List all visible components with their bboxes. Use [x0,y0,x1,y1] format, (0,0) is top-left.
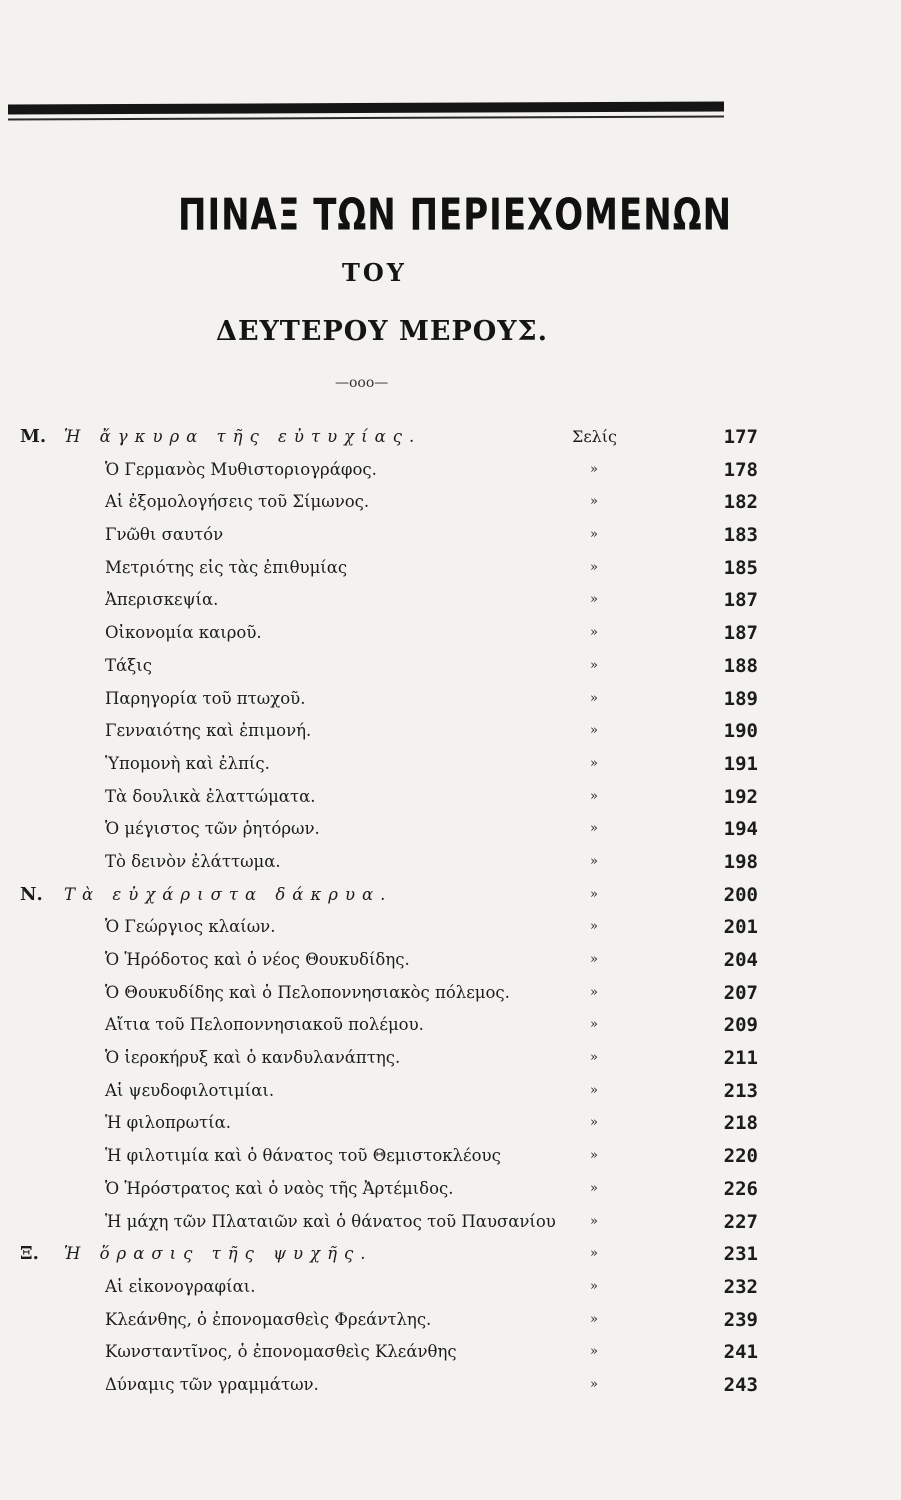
page-number: 218 [723,1112,758,1135]
entry-title: Ἡ φιλοτιμία καὶ ὁ θάνατος τοῦ Θεμιστοκλέους [105,1146,501,1166]
subtitle-part: ΔΕΥΤΕΡΟΥ ΜΕΡΟΥΣ. [216,316,549,347]
page-number: 190 [723,720,758,743]
toc-entry-row [0,1304,901,1337]
ditto-mark: » [590,1050,598,1066]
toc-entry-row [0,486,901,519]
page-number: 191 [723,752,758,775]
toc-entry-row [0,977,901,1010]
ditto-mark: » [590,1246,598,1262]
page-number: 243 [723,1373,758,1396]
entry-title: Ἀπερισκεψία. [105,590,219,610]
toc-entry-row [0,1107,901,1140]
ditto-mark: » [590,984,598,1000]
toc-entry-row [0,944,901,977]
ditto-mark: » [590,788,598,804]
entry-title: Αἱ ἐξομολογήσεις τοῦ Σίμωνος. [105,492,370,512]
top-rule-thick [8,101,724,114]
entry-title: Κλεάνθης, ὁ ἐπονομασθεὶς Φρεάντλης. [105,1309,432,1329]
ditto-mark: » [590,1017,598,1033]
entry-title: Δύναμις τῶν γραμμάτων. [105,1374,319,1394]
entry-title: Τὸ δεινὸν ἐλάττωμα. [105,851,281,871]
page-number: 194 [723,818,758,841]
entry-title: Ὑπομονὴ καὶ ἐλπίς. [105,753,270,773]
page-number: 209 [723,1014,758,1037]
ditto-mark: » [590,527,598,543]
toc-entry-row [0,1140,901,1173]
ditto-mark: » [590,592,598,608]
page-number: 200 [723,883,758,906]
ditto-mark: » [590,952,598,967]
subtitle-of: ΤΟΥ [342,258,407,287]
page-number: 211 [723,1047,758,1070]
entry-title: Μετριότης εἰς τὰς ἐπιθυμίας [105,557,348,577]
page-number: 232 [723,1275,758,1298]
ditto-mark: » [590,1213,598,1229]
section-letter: Ξ. [20,1243,39,1265]
toc-entry-row [0,584,901,617]
entry-title: Τάξις [105,655,152,675]
table-of-contents [0,421,901,1402]
toc-entry-row [0,748,901,781]
page-number: 183 [723,524,758,547]
toc-entry-row [0,1206,901,1239]
ditto-mark: » [590,625,598,641]
entry-title: Αἴτια τοῦ Πελοποννησιακοῦ πολέμου. [105,1015,424,1035]
separator-ornament: —οοο— [335,375,389,391]
entry-title: Γνῶθι σαυτόν [105,525,224,545]
top-rule-thin [8,115,724,120]
ditto-mark: » [590,1180,598,1196]
page-number: 220 [723,1145,758,1168]
toc-entry-row [0,813,901,846]
toc-section-row [0,879,901,912]
toc-entry-row [0,1369,901,1402]
ditto-mark: » [590,461,598,477]
ditto-mark: » [590,853,598,869]
page-number: 241 [723,1341,758,1364]
entry-title: Ὁ μέγιστος τῶν ῥητόρων. [105,819,320,839]
toc-section-row [0,1238,901,1271]
ditto-mark: » [590,755,598,771]
page-number: 187 [723,622,758,645]
toc-entry-row [0,1075,901,1108]
ditto-mark: » [590,1344,598,1360]
entry-title: Ὁ Θουκυδίδης καὶ ὁ Πελοποννησιακὸς πόλεμος. [105,982,510,1002]
page-number: 204 [723,949,758,971]
ditto-mark: » [590,1278,598,1294]
toc-entry-row [0,911,901,944]
page-number: 226 [723,1177,758,1200]
page-number: 187 [723,589,758,612]
toc-entry-row [0,1271,901,1304]
ditto-mark: » [590,723,598,739]
entry-title: Γενναιότης καὶ ἐπιμονή. [105,721,312,741]
entry-title: Ἡ μάχη τῶν Πλαταιῶν καὶ ὁ θάνατος τοῦ Παυσανίου [105,1211,556,1231]
entry-title: Ὁ ἱεροκήρυξ καὶ ὁ κανδυλανάπτης. [105,1048,401,1068]
entry-title: Τὰ εὐχάριστα δάκρυα. [64,884,393,904]
page-number: 177 [723,426,758,448]
toc-entry-row [0,846,901,879]
toc-entry-row [0,683,901,716]
page-number: 188 [723,654,758,677]
entry-title: Κωνσταντῖνος, ὁ ἐπονομασθεὶς Κλεάνθης [105,1342,457,1362]
section-letter: Μ. [20,426,47,447]
ditto-mark: » [590,919,598,935]
entry-title: Ὁ Γεώργιος κλαίων. [105,917,276,937]
section-letter: Ν. [20,883,43,905]
toc-entry-row [0,781,901,814]
entry-title: Ἡ ἄγκυρα τῆς εὐτυχίας. [64,427,422,446]
page-number: 185 [723,556,758,579]
page-label: Σελίς [572,427,617,446]
toc-entry-row [0,519,901,552]
toc-entry-row [0,1042,901,1075]
ditto-mark: » [590,1115,598,1131]
page-number: 213 [723,1079,758,1102]
page-number: 231 [723,1243,758,1266]
ditto-mark: » [590,657,598,673]
page-number: 207 [723,981,758,1004]
entry-title: Ἡ ὅρασις τῆς ψυχῆς. [64,1244,373,1264]
toc-entry-row [0,715,901,748]
ditto-mark: » [590,1311,598,1327]
page-number: 182 [723,491,758,514]
entry-title: Ὁ Γερμανὸς Μυθιστοριογράφος. [105,459,377,479]
toc-entry-row [0,552,901,585]
ditto-mark: » [590,559,598,575]
page-title: ΠΙΝΑΞ ΤΩΝ ΠΕΡΙΕΧΟΜΕΝΩΝ [178,190,733,242]
entry-title: Οἰκονομία καιροῦ. [105,623,262,643]
toc-entry-row [0,1336,901,1369]
toc-entry-row [0,1173,901,1206]
page-number: 201 [723,916,758,939]
ditto-mark: » [590,821,598,837]
ditto-mark: » [590,1082,598,1098]
toc-entry-row [0,1009,901,1042]
ditto-mark: » [590,690,598,706]
ditto-mark: » [590,1376,598,1392]
page-number: 239 [723,1308,758,1331]
entry-title: Παρηγορία τοῦ πτωχοῦ. [105,688,306,708]
toc-section-row [0,421,901,454]
toc-entry-row [0,650,901,683]
entry-title: Αἱ ψευδοφιλοτιμίαι. [105,1080,275,1100]
toc-entry-row [0,617,901,650]
page-number: 198 [723,850,758,873]
page-number: 178 [723,458,758,481]
toc-entry-row [0,454,901,487]
entry-title: Αἱ εἰκονογραφίαι. [105,1276,256,1296]
page-number: 227 [723,1210,758,1233]
entry-title: Ὁ Ἡρόδοτος καὶ ὁ νέος Θουκυδίδης. [105,950,410,969]
page-number: 192 [723,785,758,808]
ditto-mark: » [590,886,598,902]
entry-title: Ὁ Ἡρόστρατος καὶ ὁ ναὸς τῆς Ἀρτέμιδος. [105,1178,454,1198]
page-number: 189 [723,687,758,710]
entry-title: Ἡ φιλοπρωτία. [105,1113,232,1133]
ditto-mark: » [590,494,598,510]
entry-title: Τὰ δουλικὰ ἐλαττώματα. [105,786,316,806]
ditto-mark: » [590,1148,598,1164]
